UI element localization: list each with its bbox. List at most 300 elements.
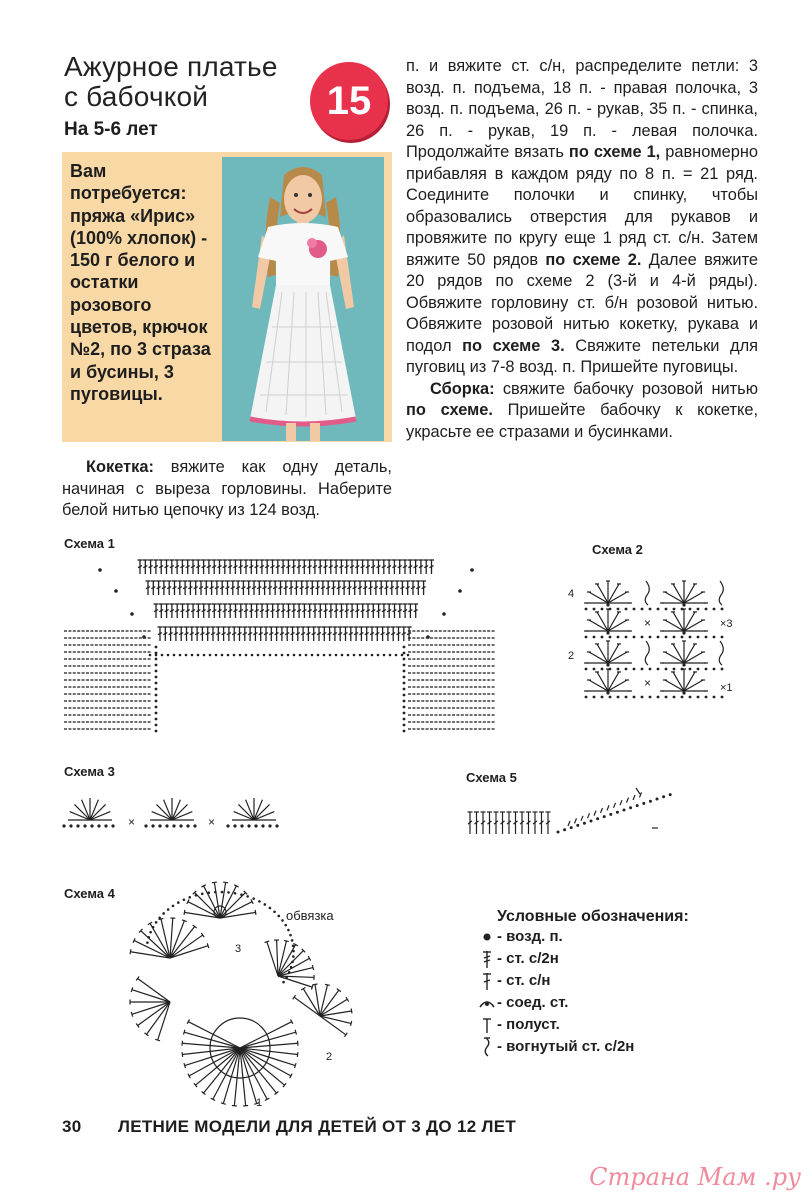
scheme4-edging-dot	[214, 891, 217, 894]
scheme5-edge	[568, 821, 570, 826]
chain-stitch	[593, 608, 596, 611]
chain-stitch	[233, 824, 236, 827]
scheme-ref-1: по схеме 1,	[568, 143, 661, 161]
requirements-text: Вам потребуется: пряжа «Ирис» (100% хлопок) - 150 г белого и остатки розового цветов, крючок №2, по 3 страза и бусины, 3 пуговицы.	[70, 161, 211, 404]
scheme-1-label: Схема 1	[64, 536, 115, 551]
chain-stitch	[593, 636, 596, 639]
chain-stitch	[247, 824, 250, 827]
chain-stitch	[601, 668, 604, 671]
chain-stitch	[173, 654, 176, 657]
chain-stitch	[689, 608, 692, 611]
scheme3-cross: ×	[128, 815, 136, 829]
scheme4-wing-stitch	[146, 1002, 170, 1034]
scheme4-edging-dot	[158, 916, 161, 919]
curved-dc2-icon	[477, 1036, 497, 1058]
scheme4-edging-dot	[183, 898, 186, 901]
scheme5-edge	[575, 818, 577, 823]
scheme5-edge	[620, 800, 622, 805]
scheme-2-row-x3: ×3	[720, 618, 733, 630]
chain-stitch	[151, 824, 154, 827]
scheme5-edge	[601, 808, 603, 813]
scheme4-edging-dot	[146, 941, 149, 944]
scheme4-edging-dot	[273, 910, 276, 913]
legend-item-chain: - возд. п.	[477, 926, 717, 948]
scheme-ref-2: по схеме 2.	[545, 250, 642, 269]
scheme5-chain	[596, 817, 599, 820]
scheme5-top	[636, 788, 640, 794]
chain-stitch	[155, 654, 158, 657]
chain-stitch	[633, 696, 636, 699]
chain-stitch	[353, 654, 356, 657]
scheme5-chain	[642, 802, 645, 805]
scheme-3-diagram	[62, 790, 302, 835]
chain-stitch	[167, 654, 170, 657]
chain-stitch	[365, 654, 368, 657]
chain-stitch	[240, 824, 243, 827]
chain-stitch	[601, 696, 604, 699]
chain-stitch	[673, 636, 676, 639]
scheme5-edge	[614, 803, 616, 808]
chain-stitch	[172, 824, 175, 827]
scheme2-cross: ×	[644, 676, 652, 690]
chain-stitch	[155, 730, 158, 733]
chain-stitch	[470, 568, 474, 572]
paragraph-yoke	[62, 457, 392, 522]
paragraph-yoke-cont	[406, 56, 758, 379]
yoke-text-b: п. и вяжите ст. с/н, распределите петли: 3 возд. п. подъема, 18 п. - правая полочка, 3 возд. п. подъема, 26 п. - рукав, 35 п. - спинка, 26 п. - рукав, 19 п. - левая полочка. Продолжайте вязать	[406, 57, 758, 161]
chain-stitch	[403, 730, 406, 733]
chain-stitch	[239, 654, 242, 657]
scheme3-fan	[90, 804, 106, 820]
chain-stitch	[403, 664, 406, 667]
scheme4-edging-dot	[147, 936, 150, 939]
scheme4-edging-dot	[287, 929, 290, 932]
scheme3-fan	[172, 804, 188, 820]
chain-stitch	[609, 636, 612, 639]
chain-stitch	[705, 696, 708, 699]
chain-stitch-icon	[477, 931, 497, 943]
slip-stitch-icon	[477, 996, 497, 1010]
chain-stitch	[403, 688, 406, 691]
chain-stitch	[403, 712, 406, 715]
chain-stitch	[97, 824, 100, 827]
scheme-5-diagram	[462, 784, 682, 844]
chain-stitch	[403, 724, 406, 727]
chain-stitch	[617, 636, 620, 639]
scheme4-wing-stitch	[132, 1002, 170, 1014]
yoke-text-c: равномерно прибавляя в каждом ряду по 8 п. = 21 ряд. Соедините полочки и спинку, чтобы образовались отверстия для рукавов и провяжите по кругу еще 1 ряд ст. с/н. Затем вяжите 50 рядов	[406, 143, 758, 269]
scheme4-wing-stitch	[278, 941, 286, 976]
chain-stitch	[155, 646, 158, 649]
chain-stitch	[155, 706, 158, 709]
scheme5-chain	[662, 795, 665, 798]
scheme-3-label: Схема 3	[64, 764, 115, 779]
chain-stitch	[705, 636, 708, 639]
scheme-ref-3: по схеме 3.	[462, 336, 565, 355]
chain-stitch	[403, 652, 406, 655]
chain-stitch	[161, 654, 164, 657]
scheme-4-num-3: 3	[235, 943, 242, 955]
chain-stitch	[227, 654, 230, 657]
chain-stitch	[185, 654, 188, 657]
half-double-icon	[477, 1016, 497, 1034]
chain-stitch	[395, 654, 398, 657]
scheme-4-label: Схема 4	[64, 886, 115, 901]
chain-stitch	[383, 654, 386, 657]
yoke-text-e: Свяжите петельки для пуговиц из 7-8 возд. п. Пришейте пуговицы.	[406, 336, 759, 376]
chain-stitch	[114, 589, 118, 593]
chain-stitch	[215, 654, 218, 657]
scheme4-edging-dot	[288, 971, 291, 974]
scheme3-cross: ×	[208, 815, 216, 829]
scheme5-chain	[570, 826, 573, 829]
chain-stitch	[335, 654, 338, 657]
chain-stitch	[403, 694, 406, 697]
chain-stitch	[130, 612, 134, 616]
scheme4-center-stitch	[240, 1048, 277, 1093]
scheme4-wing-stitch	[170, 926, 195, 958]
chain-stitch	[155, 694, 158, 697]
chain-stitch	[585, 636, 588, 639]
scheme5-edge	[581, 816, 583, 821]
body-text-right-column	[406, 56, 758, 443]
chain-stitch	[697, 636, 700, 639]
scheme4-edging-dot	[291, 961, 294, 964]
chain-stitch	[601, 608, 604, 611]
body-text-left-column	[62, 457, 392, 522]
chain-stitch	[625, 696, 628, 699]
chain-stitch	[155, 718, 158, 721]
yoke-text-d: Далее вяжите 20 рядов по схеме 2 (3-й и 4-й ряды). Обвяжите горловину ст. б/н розовой нитью. Обвяжите розовой нитью кокетку, рукава и подол	[406, 250, 759, 355]
chain-stitch	[221, 654, 224, 657]
chain-stitch	[705, 608, 708, 611]
scheme4-edging-dot	[289, 934, 292, 937]
chain-stitch	[155, 676, 158, 679]
scheme5-chain	[609, 813, 612, 816]
scheme5-chain	[603, 815, 606, 818]
chain-stitch	[155, 700, 158, 703]
scheme-4-diagram	[110, 878, 360, 1108]
scheme5-chain	[623, 809, 626, 812]
chain-stitch	[329, 654, 332, 657]
scheme-2-diagram	[566, 565, 746, 705]
scheme4-wing-stitch	[278, 968, 313, 976]
chain-stitch	[191, 654, 194, 657]
scheme4-edging-dot	[149, 931, 152, 934]
assembly-label: Сборка:	[430, 379, 495, 398]
chain-stitch	[657, 636, 660, 639]
chain-stitch	[697, 696, 700, 699]
chain-stitch	[606, 631, 609, 634]
chain-stitch	[606, 663, 609, 666]
scheme-2-label: Схема 2	[592, 542, 643, 557]
scheme4-edging-dot	[282, 981, 285, 984]
title-line-2: с бабочкой	[64, 81, 209, 112]
chain-stitch	[585, 696, 588, 699]
scheme5-chain	[656, 798, 659, 801]
chain-stitch	[697, 608, 700, 611]
chain-stitch	[281, 654, 284, 657]
scheme4-edging-dot	[177, 901, 180, 904]
page-title	[64, 52, 278, 112]
legend-item-slip: - соед. ст.	[477, 992, 717, 1014]
scheme3-fan	[74, 804, 90, 820]
scheme4-edging-dot	[292, 944, 295, 947]
scheme5-chain	[616, 811, 619, 814]
chain-stitch	[713, 668, 716, 671]
chain-stitch	[625, 636, 628, 639]
scheme4-wing-stitch	[294, 997, 320, 1016]
legend-item-curved: - вогнутый ст. с/2н	[477, 1036, 717, 1058]
chain-stitch	[606, 691, 609, 694]
chain-stitch	[649, 696, 652, 699]
chain-stitch	[713, 696, 716, 699]
footer-title: ЛЕТНИЕ МОДЕЛИ ДЛЯ ДЕТЕЙ ОТ 3 ДО 12 ЛЕТ	[118, 1117, 517, 1136]
scheme5-edge	[627, 798, 629, 803]
chain-stitch	[203, 654, 206, 657]
chain-stitch	[341, 654, 344, 657]
scheme-2-row-x1: ×1	[720, 682, 733, 694]
scheme4-wing-stitch	[138, 1002, 170, 1026]
chain-stitch	[713, 608, 716, 611]
chain-stitch	[657, 668, 660, 671]
chain-stitch	[377, 654, 380, 657]
scheme5-chain	[669, 793, 672, 796]
chain-stitch	[158, 824, 161, 827]
chain-stitch	[633, 668, 636, 671]
chain-stitch	[155, 670, 158, 673]
assembly-text-b: Пришейте бабочку к кокетке, украсьте ее стразами и бусинками.	[406, 401, 758, 441]
chain-stitch	[275, 824, 278, 827]
chain-stitch	[633, 636, 636, 639]
chain-stitch	[193, 824, 196, 827]
chain-stitch	[689, 636, 692, 639]
chain-stitch	[617, 608, 620, 611]
chain-stitch	[149, 654, 152, 657]
dress-photo	[222, 157, 384, 441]
model-number-badge: 15	[310, 62, 388, 140]
chain-stitch	[665, 636, 668, 639]
scheme4-edging-dot	[167, 908, 170, 911]
scheme2-curved-stitch	[645, 581, 649, 605]
chain-stitch	[606, 603, 609, 606]
scheme4-edging-dot	[155, 921, 158, 924]
chain-stitch	[681, 696, 684, 699]
legend	[477, 907, 717, 1058]
scheme4-edging-dot	[234, 892, 237, 895]
chain-stitch	[617, 668, 620, 671]
chain-stitch	[458, 589, 462, 593]
scheme4-wing-stitch	[170, 946, 208, 958]
scheme4-center-stitch	[203, 1048, 240, 1093]
scheme2-curved-stitch	[645, 641, 649, 665]
chain-stitch	[305, 654, 308, 657]
chain-stitch	[347, 654, 350, 657]
chain-stitch	[111, 824, 114, 827]
chain-stitch	[673, 668, 676, 671]
scheme4-edging-dot	[188, 896, 191, 899]
chain-stitch	[682, 663, 685, 666]
scheme2-cross: ×	[644, 616, 652, 630]
chain-stitch	[317, 654, 320, 657]
chain-stitch	[403, 670, 406, 673]
chain-stitch	[673, 608, 676, 611]
scheme-4-num-1: 1	[256, 1097, 263, 1108]
chain-stitch	[299, 654, 302, 657]
scheme5-chain	[590, 820, 593, 823]
chain-stitch	[649, 668, 652, 671]
yoke-label: Кокетка:	[86, 458, 154, 476]
chain-stitch	[721, 696, 724, 699]
chain-stitch	[721, 608, 724, 611]
chain-stitch	[197, 654, 200, 657]
scheme4-center-stitch	[195, 1048, 240, 1085]
chain-stitch	[625, 608, 628, 611]
scheme4-edging-dot	[285, 976, 288, 979]
scheme4-edging-dot	[258, 900, 261, 903]
chain-stitch	[617, 696, 620, 699]
scheme4-edging-dot	[201, 892, 204, 895]
scheme4-edging-dot	[292, 955, 295, 958]
age-label: На 5-6 лет	[64, 119, 158, 140]
chain-stitch	[76, 824, 79, 827]
scheme-4-edging-label: обвязка	[286, 908, 334, 923]
scheme4-edging-dot	[290, 966, 293, 969]
chain-stitch	[681, 636, 684, 639]
scheme4-edging-dot	[246, 895, 249, 898]
scheme4-edging-dot	[152, 926, 155, 929]
chain-stitch	[245, 654, 248, 657]
legend-item-dc2: - ст. с/2н	[477, 948, 717, 970]
chain-stitch	[251, 654, 254, 657]
scheme4-edging-dot	[252, 897, 255, 900]
scheme-2-row-4: 4	[568, 588, 575, 600]
chain-stitch	[268, 824, 271, 827]
legend-item-dc: - ст. с/н	[477, 970, 717, 992]
site-watermark: Страна Мам .ру	[589, 1163, 801, 1191]
chain-stitch	[83, 824, 86, 827]
chain-stitch	[403, 700, 406, 703]
chain-stitch	[641, 636, 644, 639]
chain-stitch	[403, 718, 406, 721]
chain-stitch	[657, 696, 660, 699]
title-line-1: Ажурное платье	[64, 51, 278, 82]
scheme-5-label: Схема 5	[466, 770, 517, 785]
assembly-text-a: свяжите бабочку розовой нитью	[494, 379, 758, 398]
chain-stitch	[721, 668, 724, 671]
scheme-4-num-2: 2	[326, 1051, 333, 1063]
scheme4-edging-dot	[284, 924, 287, 927]
chain-stitch	[269, 654, 272, 657]
chain-stitch	[665, 668, 668, 671]
chain-stitch	[254, 824, 257, 827]
chain-stitch	[403, 706, 406, 709]
chain-stitch	[371, 654, 374, 657]
scheme5-chain	[583, 822, 586, 825]
chain-stitch	[403, 646, 406, 649]
chain-stitch	[665, 696, 668, 699]
chain-stitch	[155, 724, 158, 727]
chain-stitch	[311, 654, 314, 657]
chain-stitch	[641, 668, 644, 671]
chain-stitch	[179, 824, 182, 827]
chain-stitch	[713, 636, 716, 639]
chain-stitch	[155, 688, 158, 691]
chain-stitch	[689, 668, 692, 671]
scheme4-center-stitch	[240, 1048, 285, 1085]
scheme4-wing-stitch	[161, 919, 170, 958]
chain-stitch	[401, 654, 404, 657]
scheme4-edging-dot	[277, 915, 280, 918]
chain-stitch	[705, 668, 708, 671]
scheme5-chain	[557, 831, 560, 834]
scheme5-chain	[576, 824, 579, 827]
chain-stitch	[682, 631, 685, 634]
scheme4-edging-dot	[195, 894, 198, 897]
chain-stitch	[721, 636, 724, 639]
scheme-ref-butterfly: по схеме.	[406, 401, 493, 419]
chain-stitch	[155, 664, 158, 667]
chain-stitch	[209, 654, 212, 657]
scheme-1-diagram	[60, 555, 500, 740]
scheme4-wing-stitch	[158, 1002, 170, 1040]
scheme4-edging-dot	[291, 939, 294, 942]
chain-stitch	[609, 696, 612, 699]
scheme4-edging-dot	[172, 905, 175, 908]
chain-stitch	[601, 636, 604, 639]
scheme3-fan	[254, 804, 270, 820]
page-number: 30	[62, 1117, 82, 1136]
scheme4-edging-dot	[292, 950, 295, 953]
chain-stitch	[657, 608, 660, 611]
scheme5-chain	[629, 806, 632, 809]
chain-stitch	[287, 654, 290, 657]
scheme3-fan	[238, 804, 254, 820]
chain-stitch	[673, 696, 676, 699]
scheme4-edging-dot	[281, 919, 284, 922]
chain-stitch	[442, 612, 446, 616]
chain-stitch	[293, 654, 296, 657]
scheme4-wing-stitch	[132, 990, 170, 1002]
chain-stitch	[62, 824, 65, 827]
chain-stitch	[625, 668, 628, 671]
chain-stitch	[186, 824, 189, 827]
chain-stitch	[697, 668, 700, 671]
scheme3-fan	[156, 804, 172, 820]
scheme-2-row-2: 2	[568, 650, 575, 662]
scheme4-edging-dot	[269, 907, 272, 910]
scheme4-edging-dot	[264, 903, 267, 906]
chain-stitch	[263, 654, 266, 657]
scheme2-curved-stitch	[719, 581, 723, 605]
chain-stitch	[641, 696, 644, 699]
chain-stitch	[585, 608, 588, 611]
chain-stitch	[633, 608, 636, 611]
scheme4-edging-dot	[221, 891, 224, 894]
chain-stitch	[682, 603, 685, 606]
scheme4-wing-stitch	[138, 978, 170, 1002]
chain-stitch	[403, 682, 406, 685]
scheme5-edge	[588, 813, 590, 818]
chain-stitch	[403, 676, 406, 679]
yoke-text-a: вяжите как одну деталь, начиная с выреза горловины. Наберите белой нитью цепочку из 124 возд.	[62, 458, 392, 519]
chain-stitch	[226, 824, 229, 827]
chain-stitch	[90, 824, 93, 827]
chain-stitch	[155, 682, 158, 685]
scheme4-edging-dot	[240, 893, 243, 896]
scheme4-edging-dot	[207, 891, 210, 894]
page-footer	[62, 1117, 516, 1137]
